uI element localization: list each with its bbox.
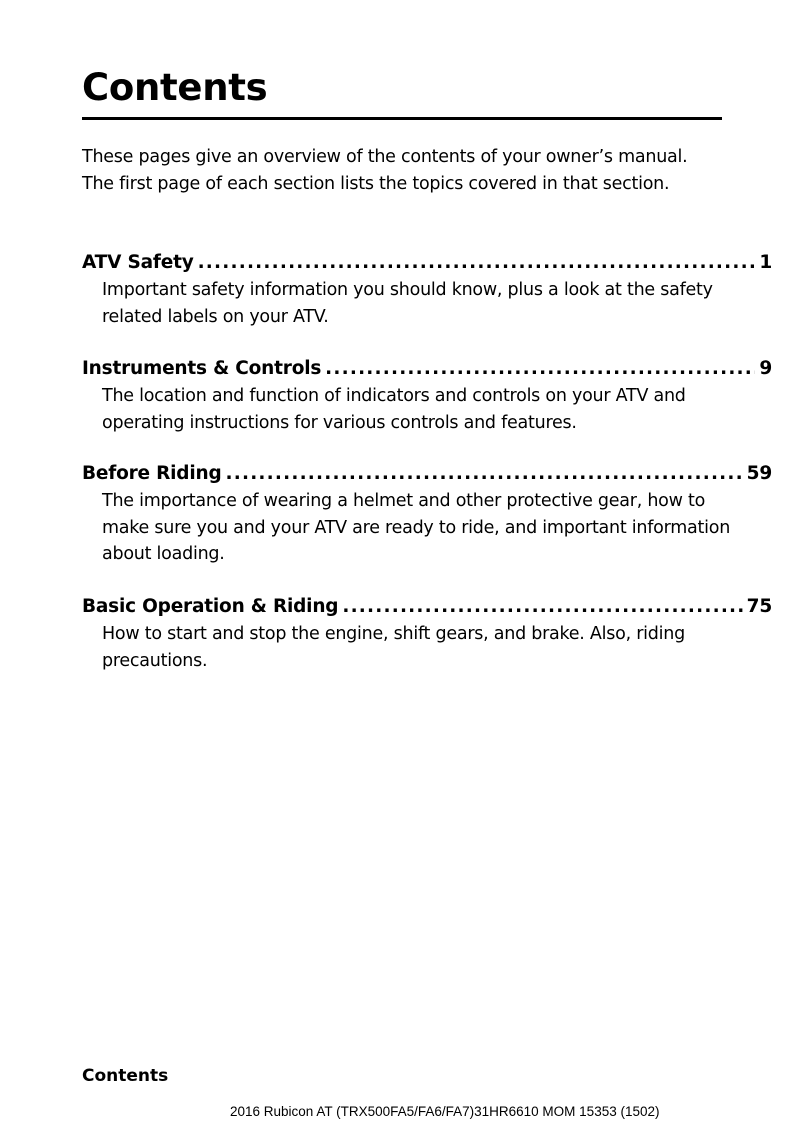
toc-entry-basic-operation-riding[interactable] <box>82 594 772 674</box>
toc-entry-description: How to start and stop the engine, shift gears, and brake. Also, riding precautions. <box>102 624 685 671</box>
intro-line-2: The first page of each section lists the topics covered in that section. <box>82 173 670 194</box>
toc-entry-atv-safety[interactable] <box>82 250 772 330</box>
dot-leader <box>325 356 755 382</box>
toc-page-number[interactable]: 75 <box>746 596 772 617</box>
toc-page-number[interactable]: 1 <box>759 252 772 273</box>
toc-entry-title[interactable]: Before Riding <box>82 463 222 484</box>
title-rule <box>82 117 722 120</box>
toc-entry-title[interactable]: ATV Safety <box>82 252 194 273</box>
toc-entry-description: The importance of wearing a helmet and other protective gear, how to make sure you and your ATV are ready to ride, and important information about loading. <box>102 491 731 564</box>
toc-entry-heading[interactable] <box>82 250 772 276</box>
intro-text <box>82 144 732 197</box>
intro-line-1: These pages give an overview of the contents of your owner’s manual. <box>82 147 688 167</box>
toc-page-number[interactable]: 59 <box>746 463 772 484</box>
footer-section-label: Contents <box>82 1066 169 1086</box>
toc-entry-instruments-controls[interactable] <box>82 356 772 436</box>
dot-leader <box>342 594 742 620</box>
dot-leader <box>226 461 743 487</box>
page-title: Contents <box>82 66 268 109</box>
toc-entry-heading[interactable] <box>82 356 772 382</box>
toc-page-number[interactable]: 9 <box>759 358 772 379</box>
toc-entry-description: The location and function of indicators and controls on your ATV and operating instructions for various controls and features. <box>102 386 686 433</box>
toc-entry-title[interactable]: Basic Operation & Riding <box>82 596 339 617</box>
toc-entry-heading[interactable] <box>82 594 772 620</box>
dot-leader <box>198 250 756 276</box>
footer-document-info: 2016 Rubicon AT (TRX500FA5/FA6/FA7)31HR6610 MOM 15353 (1502) <box>230 1104 660 1119</box>
toc-entry-description: Important safety information you should know, plus a look at the safety related labels on your ATV. <box>102 280 713 327</box>
toc-entry-title[interactable]: Instruments & Controls <box>82 358 322 379</box>
toc-entry-heading[interactable] <box>82 461 772 487</box>
toc-entry-before-riding[interactable] <box>82 461 772 568</box>
